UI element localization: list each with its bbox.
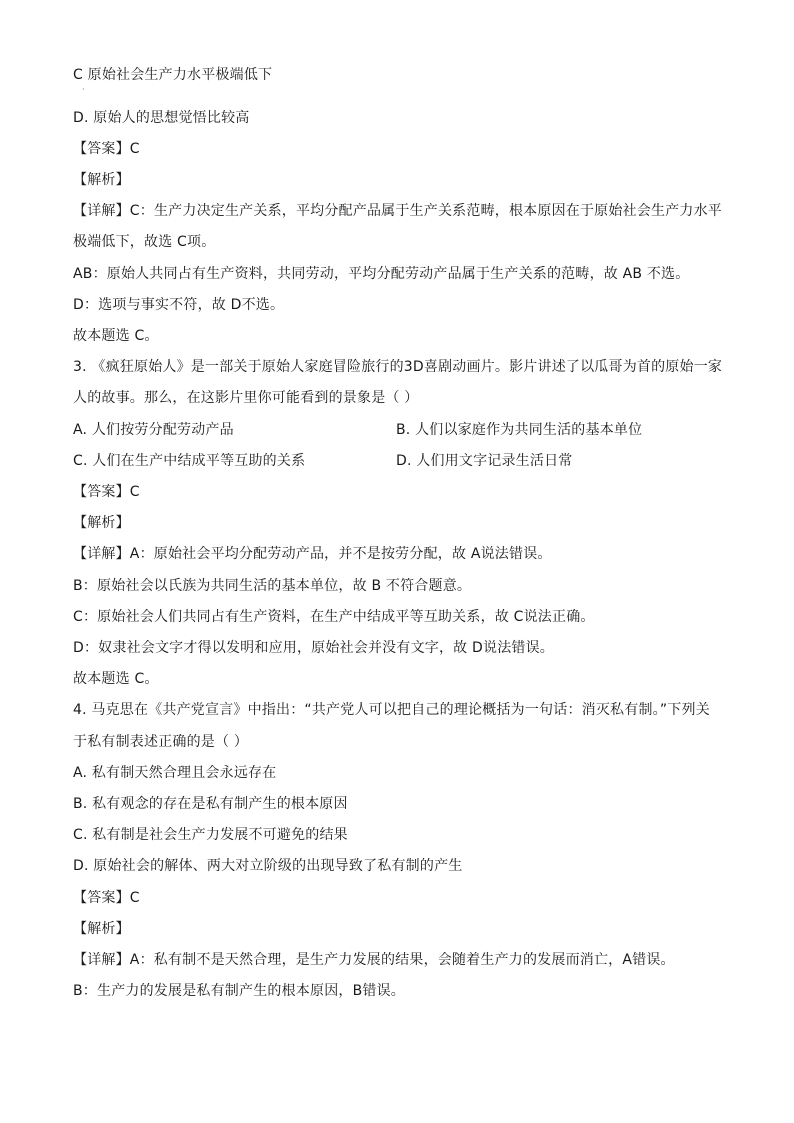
q4-option-b: B. 私有观念的存在是私有制产生的根本原因 (73, 796, 348, 812)
q2-detail-d: D：选项与事实不符，故 D不选。 (73, 297, 285, 313)
q2-analysis-label: 【解析】 (73, 172, 130, 188)
q3-stem-line1: 3. 《疯狂原始人》是一部关于原始人家庭冒险旅行的3D喜剧动画片。影片讲述了以瓜哥为首的原始一家 (73, 359, 723, 375)
q3-option-c: C. 人们在生产中结成平等互助的关系 (73, 453, 306, 469)
q2-option-c: C 原始社会生产力水平极端低下 (73, 67, 273, 83)
q3-stem-line2: 人的故事。那么，在这影片里你可能看到的景象是（ ） (73, 390, 419, 406)
q3-detail-a: 【详解】A：原始社会平均分配劳动产品，并不是按劳分配，故 A说法错误。 (73, 546, 552, 562)
q4-detail-a: 【详解】A：私有制不是天然合理，是生产力发展的结果，会随着生产力的发展而消亡，A错误。 (73, 952, 675, 968)
q3-detail-d: D：奴隶社会文字才得以发明和应用，原始社会并没有文字，故 D说法错误。 (73, 640, 555, 656)
q3-analysis-label: 【解析】 (73, 515, 130, 531)
q3-detail-b: B：原始社会以氏族为共同生活的基本单位，故 B 不符合题意。 (73, 578, 472, 594)
q3-conclusion: 故本题选 C。 (73, 671, 159, 687)
q3-answer: 【答案】C (73, 484, 140, 500)
stray-mark: · (82, 85, 85, 94)
q2-option-d: D. 原始人的思想觉悟比较高 (73, 110, 250, 126)
q3-option-d: D. 人们用文字记录生活日常 (396, 453, 573, 469)
q2-detail-line1: 【详解】C：生产力决定生产关系，平均分配产品属于生产关系范畴，根本原因在于原始社会生产力水平 (73, 203, 722, 219)
q2-detail-line2: 极端低下，故选 C项。 (73, 234, 216, 250)
q2-conclusion: 故本题选 C。 (73, 328, 159, 344)
q4-detail-b: B：生产力的发展是私有制产生的根本原因，B错误。 (73, 983, 406, 999)
q4-stem-line2: 于私有制表述正确的是（ ） (73, 734, 249, 750)
q4-answer: 【答案】C (73, 890, 140, 906)
q2-answer: 【答案】C (73, 141, 140, 157)
q4-option-d: D. 原始社会的解体、两大对立阶级的出现导致了私有制的产生 (73, 858, 463, 874)
q4-stem-line1: 4. 马克思在《共产党宣言》中指出：“共产党人可以把自己的理论概括为一句话：消灭私有制。”下列关 (73, 702, 710, 718)
q4-option-c: C. 私有制是社会生产力发展不可避免的结果 (73, 827, 348, 843)
q4-analysis-label: 【解析】 (73, 921, 130, 937)
q3-detail-c: C：原始社会人们共同占有生产资料，在生产中结成平等互助关系，故 C说法正确。 (73, 609, 595, 625)
q4-option-a: A. 私有制天然合理且会永远存在 (73, 765, 277, 781)
q3-option-b: B. 人们以家庭作为共同生活的基本单位 (396, 422, 643, 438)
q2-detail-ab: AB：原始人共同占有生产资料，共同劳动，平均分配劳动产品属于生产关系的范畴，故 AB 不选。 (73, 266, 690, 282)
q3-option-a: A. 人们按劳分配劳动产品 (73, 422, 234, 438)
